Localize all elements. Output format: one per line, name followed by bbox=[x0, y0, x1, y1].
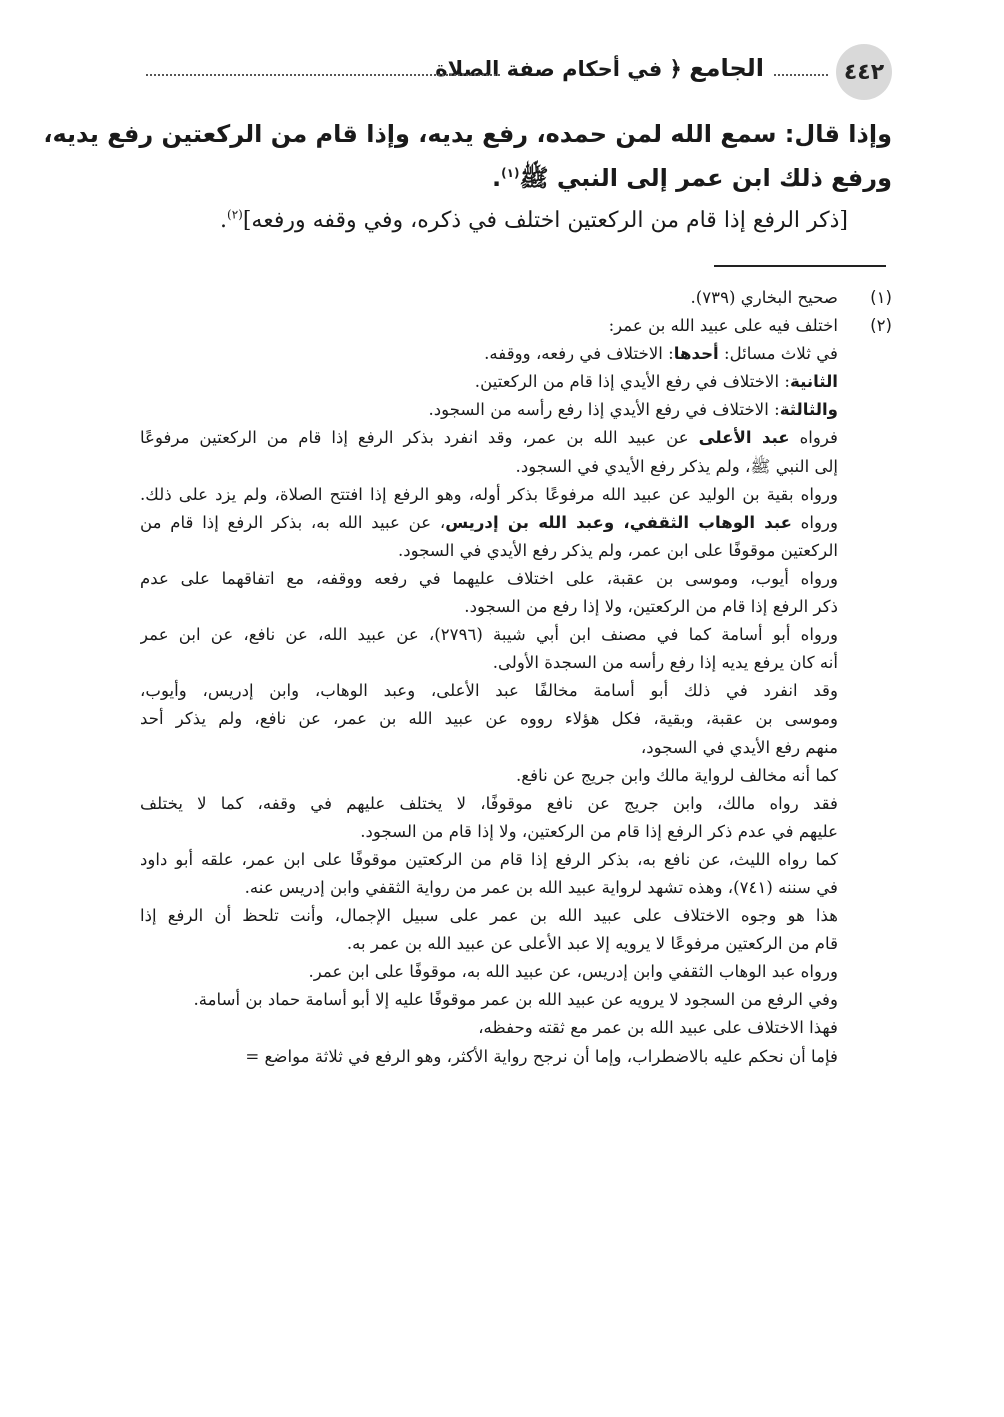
footnotes bbox=[140, 284, 892, 1071]
text-run: ، عن عبيد الله به، بذكر الرفع إذا قام من bbox=[140, 512, 446, 532]
footnote-line bbox=[140, 509, 892, 537]
footnote-line: ورواه أبو أسامة كما في مصنف ابن أبي شيبة (٢٧٩٦)، عن عبيد الله، عن نافع، عن ابن عمر bbox=[140, 625, 838, 645]
header-dotted-rule-right bbox=[774, 74, 828, 76]
footnote-line: وموسى بن عقبة، وبقية، فكل هؤلاء رووه عن عبيد الله بن عمر، عن نافع، ولم يذكر أحد bbox=[140, 709, 838, 729]
text-run: عن عبيد الله بن عمر، وقد انفرد بذكر الرفع إذا قام من الركعتين مرفوعًا bbox=[140, 428, 699, 448]
page-number: ٤٤٢ bbox=[836, 44, 892, 100]
text-run: : الاختلاف في رفع الأيدي إذا رفع رأسه من السجود. bbox=[428, 400, 780, 420]
footnote-ref-2[interactable]: (٢) bbox=[227, 207, 243, 222]
main-line-2 bbox=[118, 156, 892, 200]
footnote-1-number: (١) bbox=[870, 288, 892, 307]
footnote-2-text: اختلف فيه على عبيد الله بن عمر: bbox=[608, 316, 838, 336]
text-run: : الاختلاف في رفعه، ووقفه. bbox=[484, 344, 674, 364]
bracket-end: . bbox=[220, 208, 228, 233]
bracket-text: [ذكر الرفع إذا قام من الركعتين اختلف في ذكره، وفي وقفه ورفعه] bbox=[242, 208, 848, 233]
book-title bbox=[435, 54, 764, 82]
bold-run: أحدها bbox=[673, 344, 719, 364]
main-text bbox=[43, 112, 892, 242]
header-dotted-rule-left bbox=[146, 74, 500, 76]
footnote-2-number: (٢) bbox=[870, 316, 892, 336]
footnote-line: فإما أن نحكم عليه بالاضطراب، وإما أن نرجح رواية الأكثر، وهو الرفع في ثلاثة مواضع = bbox=[245, 1046, 838, 1066]
footnote-line: ورواه بقية بن الوليد عن عبيد الله مرفوعًا بذكر أوله، وهو الرفع إذا افتتح الصلاة، ولم يزد على ذلك. bbox=[140, 484, 838, 504]
bold-run: عبد الأعلى bbox=[698, 428, 790, 448]
footnote-line: ورواه عبد الوهاب الثقفي وابن إدريس، عن عبيد الله به، موقوفًا على ابن عمر. bbox=[308, 962, 838, 982]
footnote-line bbox=[140, 368, 892, 396]
footnote-line: منهم رفع الأيدي في السجود، bbox=[640, 737, 838, 757]
page-header bbox=[140, 44, 892, 100]
footnote-2 bbox=[140, 312, 892, 340]
footnote-line: وقد انفرد في ذلك أبو أسامة مخالفًا عبد الأعلى، وعبد الوهاب، وابن إدريس، وأيوب، bbox=[140, 681, 838, 701]
footnote-line: هذا هو وجوه الاختلاف على عبيد الله بن عمر على سبيل الإجمال، وأنت تلحظ أن الرفع إذا bbox=[140, 906, 838, 926]
text-run: : الاختلاف في رفع الأيدي إذا قام من الركعتين. bbox=[474, 372, 790, 392]
footnote-line bbox=[140, 396, 892, 424]
bold-run: والثالثة bbox=[779, 400, 838, 420]
footnote-1 bbox=[140, 284, 892, 312]
footnote-line: فهذا الاختلاف على عبيد الله بن عمر مع ثقته وحفظه، bbox=[478, 1018, 838, 1038]
footnote-ref-1[interactable]: (١) bbox=[501, 166, 520, 180]
book-title-main: الجامع bbox=[689, 54, 764, 82]
footnote-line: في سننه (٧٤١)، وهذه تشهد لرواية عبيد الله بن عمر من رواية الثقفي وابن إدريس عنه. bbox=[244, 877, 838, 897]
footnote-line: كما رواه الليث، عن نافع به، بذكر الرفع إذا قام من الركعتين موقوفًا على ابن عمر، علقه أبو داود bbox=[140, 849, 838, 869]
bold-run: الثانية bbox=[790, 372, 838, 392]
footnote-line: كما أنه مخالف لرواية مالك وابن جريج عن نافع. bbox=[516, 765, 838, 785]
footnote-separator bbox=[714, 265, 886, 267]
text-run: فرواه bbox=[789, 428, 838, 448]
footnote-line: أنه كان يرفع يديه إذا رفع رأسه من السجدة الأولى. bbox=[492, 653, 838, 673]
text-run: في ثلاث مسائل: bbox=[718, 344, 838, 364]
footnote-line: وفي الرفع من السجود لا يرويه عن عبيد الله بن عمر موقوفًا عليه إلا أبو أسامة حماد بن أسامة. bbox=[193, 990, 838, 1010]
footnote-line: ذكر الرفع إذا قام من الركعتين، ولا إذا رفع من السجود. bbox=[464, 597, 838, 617]
footnote-line: عليهم في عدم ذكر الرفع إذا قام من الركعتين، ولا إذا قام من السجود. bbox=[360, 821, 838, 841]
section-heading-bracket bbox=[118, 200, 892, 242]
footnote-line: قام من الركعتين مرفوعًا لا يرويه إلا عبد الأعلى عن عبيد الله بن عمر به. bbox=[346, 934, 838, 954]
main-line-2-text: ورفع ذلك ابن عمر إلى النبي ﷺ bbox=[519, 164, 892, 192]
footnote-line: ورواه أيوب، وموسى بن عقبة، على اختلاف عليهما في رفعه ووقفه، مع اتفاقهما على عدم bbox=[140, 568, 838, 588]
book-title-rest: ﴿ في أحكام صفة الصلاة bbox=[435, 57, 690, 81]
footnote-line: الركعتين موقوفًا على ابن عمر، ولم يذكر رفع الأيدي في السجود. bbox=[397, 540, 838, 560]
footnote-line: فقد رواه مالك، وابن جريج عن نافع موقوفًا، لا يختلف عليهم في وقفه، كما لا يختلف bbox=[140, 793, 838, 813]
footnote-1-text: صحيح البخاري (٧٣٩). bbox=[690, 288, 838, 307]
footnote-line bbox=[140, 340, 892, 368]
footnote-line: إلى النبي ﷺ، ولم يذكر رفع الأيدي في السجود. bbox=[515, 456, 838, 476]
footnote-line bbox=[140, 424, 892, 452]
main-line-2-end: . bbox=[492, 164, 502, 192]
bold-run: عبد الوهاب الثقفي، وعبد الله بن إدريس bbox=[445, 512, 792, 532]
main-line-1: وإذا قال: سمع الله لمن حمده، رفع يديه، وإذا قام من الركعتين رفع يديه، bbox=[43, 120, 892, 148]
text-run: ورواه bbox=[791, 512, 838, 532]
